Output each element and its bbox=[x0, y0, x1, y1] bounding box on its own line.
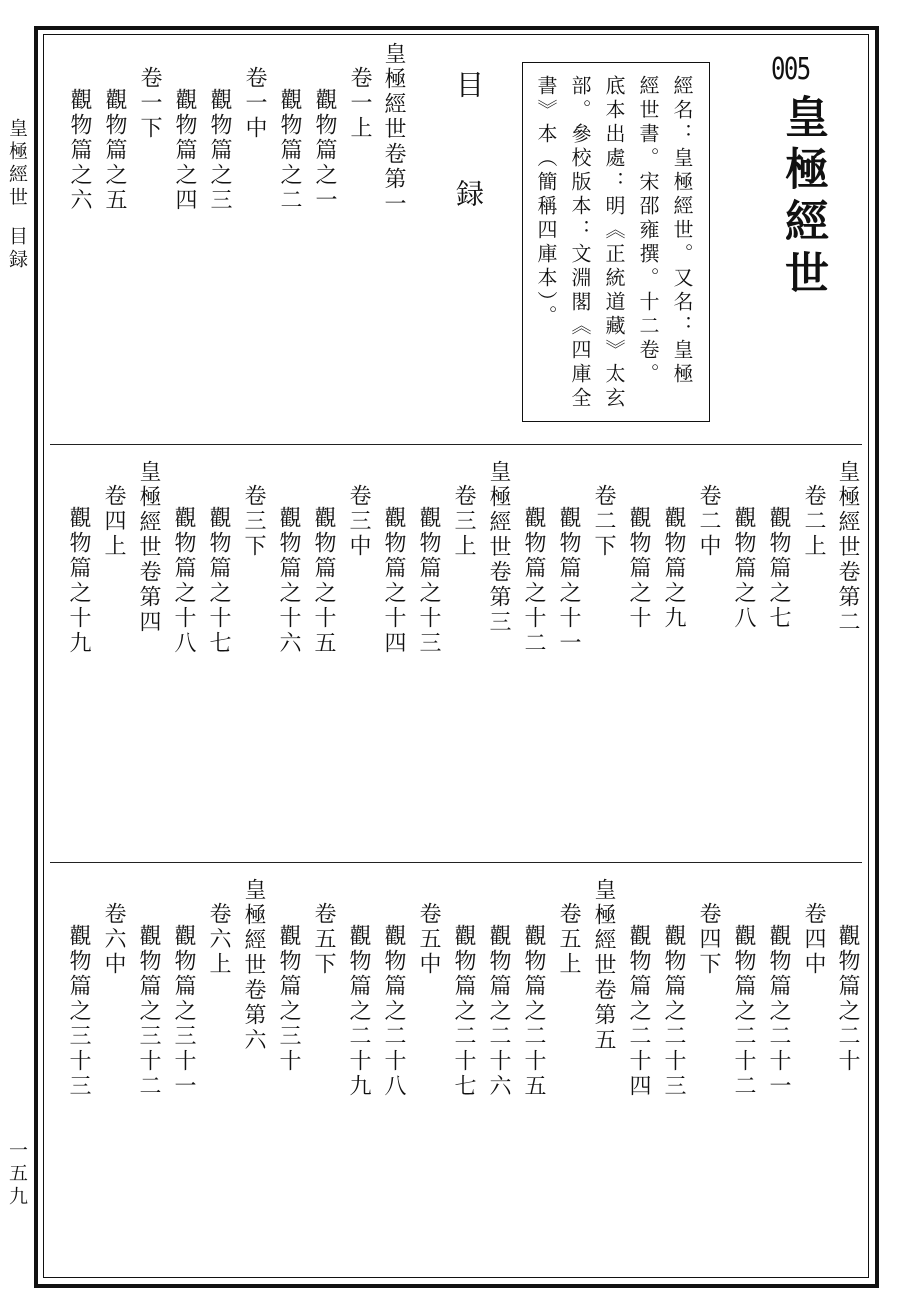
toc-entry: 觀物篇之一 bbox=[312, 88, 337, 213]
toc-entry: 卷四上 bbox=[101, 484, 126, 559]
toc-entry: 觀物篇之二十五 bbox=[521, 924, 546, 1099]
toc-entry: 觀物篇之十 bbox=[626, 506, 651, 631]
section-divider-1 bbox=[50, 444, 862, 445]
toc-entry: 卷四中 bbox=[801, 902, 826, 977]
toc-entry: 皇極經世卷第二 bbox=[835, 460, 860, 635]
toc-entry: 觀物篇之十七 bbox=[206, 506, 231, 656]
toc-entry: 觀物篇之二十三 bbox=[661, 924, 686, 1099]
info-line: 經名：皇極經世。又名：皇極 bbox=[670, 75, 694, 387]
toc-entry: 觀物篇之三 bbox=[207, 88, 232, 213]
toc-entry: 卷六中 bbox=[101, 902, 126, 977]
toc-entry: 觀物篇之七 bbox=[766, 506, 791, 631]
toc-entry: 卷二中 bbox=[696, 484, 721, 559]
section-divider-2 bbox=[50, 862, 862, 863]
toc-entry: 觀物篇之十二 bbox=[521, 506, 546, 656]
info-line: 底本出處：明《正統道藏》太玄 bbox=[602, 75, 626, 411]
toc-entry: 觀物篇之二十一 bbox=[766, 924, 791, 1099]
toc-entry: 卷二下 bbox=[591, 484, 616, 559]
toc-entry: 觀物篇之十六 bbox=[276, 506, 301, 656]
toc-entry: 皇極經世卷第一 bbox=[381, 42, 406, 217]
toc-entry: 觀物篇之十九 bbox=[66, 506, 91, 656]
toc-entry: 觀物篇之八 bbox=[731, 506, 756, 631]
text-title: 皇極經世 bbox=[777, 94, 828, 302]
toc-entry: 卷三下 bbox=[241, 484, 266, 559]
toc-entry: 觀物篇之二十四 bbox=[626, 924, 651, 1099]
toc-entry: 卷三上 bbox=[451, 484, 476, 559]
toc-entry: 觀物篇之十八 bbox=[171, 506, 196, 656]
info-line: 書》本（簡稱四庫本）。 bbox=[534, 75, 558, 329]
toc-entry: 卷五上 bbox=[556, 902, 581, 977]
toc-entry: 卷五中 bbox=[416, 902, 441, 977]
toc-entry: 觀物篇之三十三 bbox=[66, 924, 91, 1099]
info-box bbox=[522, 62, 710, 422]
toc-entry: 卷四下 bbox=[696, 902, 721, 977]
toc-entry: 卷二上 bbox=[801, 484, 826, 559]
toc-entry: 卷一下 bbox=[137, 66, 162, 141]
toc-entry: 觀物篇之十四 bbox=[381, 506, 406, 656]
info-line: 經世書。宋邵雍撰。十二卷。 bbox=[636, 75, 660, 387]
toc-entry: 觀物篇之二十八 bbox=[381, 924, 406, 1099]
toc-entry: 皇極經世卷第三 bbox=[486, 460, 511, 635]
toc-entry: 觀物篇之六 bbox=[67, 88, 92, 213]
toc-entry: 卷五下 bbox=[311, 902, 336, 977]
running-head-section: 目録 bbox=[6, 226, 28, 272]
toc-entry: 觀物篇之九 bbox=[661, 506, 686, 631]
toc-entry: 觀物篇之三十 bbox=[276, 924, 301, 1074]
page-number: 一五九 bbox=[6, 1140, 28, 1209]
toc-entry: 觀物篇之二十 bbox=[835, 924, 860, 1074]
toc-entry: 皇極經世卷第六 bbox=[241, 878, 266, 1053]
toc-entry: 觀物篇之四 bbox=[172, 88, 197, 213]
toc-entry: 觀物篇之十三 bbox=[416, 506, 441, 656]
info-line: 部。參校版本：文淵閣《四庫全 bbox=[568, 75, 592, 411]
toc-entry: 卷三中 bbox=[346, 484, 371, 559]
toc-entry: 觀物篇之二十九 bbox=[346, 924, 371, 1099]
toc-entry: 觀物篇之二十六 bbox=[486, 924, 511, 1099]
toc-entry: 觀物篇之二十七 bbox=[451, 924, 476, 1099]
text-number: 005 bbox=[771, 52, 810, 87]
toc-entry: 觀物篇之十一 bbox=[556, 506, 581, 656]
toc-heading: 目 録 bbox=[452, 70, 485, 231]
toc-entry: 觀物篇之五 bbox=[102, 88, 127, 213]
running-head-book: 皇極經世 bbox=[6, 118, 28, 210]
toc-entry: 觀物篇之二十二 bbox=[731, 924, 756, 1099]
toc-entry: 皇極經世卷第四 bbox=[136, 460, 161, 635]
toc-entry: 卷一中 bbox=[242, 66, 267, 141]
toc-entry: 卷六上 bbox=[206, 902, 231, 977]
toc-entry: 觀物篇之二 bbox=[277, 88, 302, 213]
toc-entry: 觀物篇之三十二 bbox=[136, 924, 161, 1099]
toc-entry: 皇極經世卷第五 bbox=[591, 878, 616, 1053]
toc-entry: 卷一上 bbox=[347, 66, 372, 141]
toc-entry: 觀物篇之三十一 bbox=[171, 924, 196, 1099]
toc-entry: 觀物篇之十五 bbox=[311, 506, 336, 656]
